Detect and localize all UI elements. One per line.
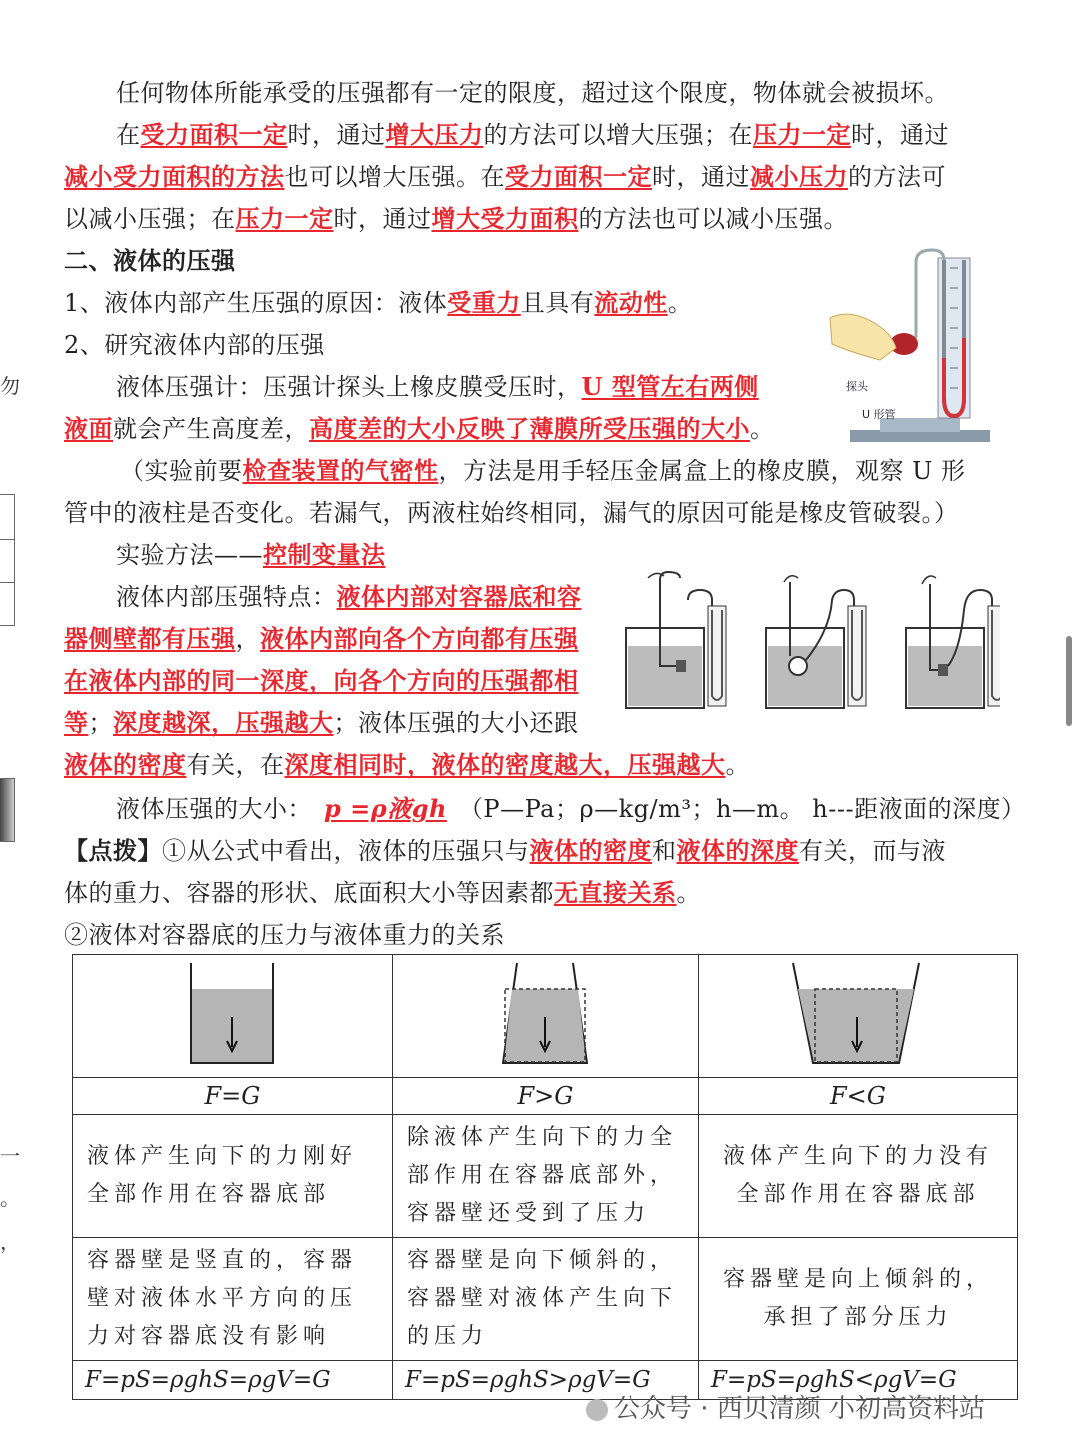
edge-dark-block [0,778,15,842]
text-line: 在受力面积一定时，通过增大压力的方法可以增大压强；在压力一定时，通过 [116,120,949,149]
pressure-comparison-table [72,954,1018,1400]
wechat-icon [586,1399,608,1421]
text-line: 减小受力面积的方法也可以增大压强。在受力面积一定时，通过减小压力的方法可 [64,162,946,191]
table-row [73,1078,1018,1115]
text-line: 管中的液柱是否变化。若漏气，两液柱始终相同，漏气的原因可能是橡皮管破裂。） [64,499,959,527]
text-line: 液面就会产生高度差，高度差的大小反映了薄膜所受压强的大小。 [64,414,775,443]
text-line: 1、液体内部产生压强的原因：液体受重力且具有流动性。 [64,288,693,317]
table-cell: 容器壁是向下倾斜的，容器壁对液体产生向下的压力 [393,1238,699,1361]
table-cell: 容器壁是竖直的，容器壁对液体水平方向的压力对容器底没有影响 [73,1238,393,1361]
text-line: ②液体对容器底的压力与液体重力的关系 [64,921,505,949]
probe-label: 探头 [846,380,868,393]
pressure-gauge-figure [820,248,1000,444]
table-row [73,1238,1018,1361]
header-cell: F>G [393,1078,699,1115]
watermark: 公众号 · 西贝清颜 小初高资料站 [586,1388,985,1425]
table-cell: 容器壁是向上倾斜的，承担了部分压力 [699,1238,1018,1361]
header-cell: F=G [73,1078,393,1115]
scrollbar[interactable] [1066,636,1072,726]
formula-cell: F=pS=ρghS>ρgV=G [393,1361,699,1400]
text-line: 器侧壁都有压强，液体内部向各个方向都有压强 [64,624,579,653]
text-line: 实验方法——控制变量法 [116,540,386,569]
container-diagram-equal [73,955,393,1078]
utube-label: U 形管 [862,408,896,421]
table-cell: 除液体产生向下的力全部作用在容器底部外，容器壁还受到了压力 [393,1115,699,1238]
text-line: 在液体内部的同一深度，向各个方向的压强都相 [64,666,579,695]
text-line: 液体的密度有关，在深度相同时，液体的密度越大，压强越大。 [64,750,750,779]
edge-fragment: ， [0,1230,20,1254]
text-line: 任何物体所能承受的压强都有一定的限度，超过这个限度，物体就会被损坏。 [116,79,949,107]
table-cell: 液体产生向下的力刚好全部作用在容器底部 [73,1115,393,1238]
text-line: 液体压强的大小： p =ρ液gh （P—Pa；ρ—kg/m³；h—m。 h---距液面的深度） [116,794,1026,823]
edge-fragment: 。 [0,1186,20,1210]
beaker-experiment-figure [620,570,1000,712]
edge-box [0,494,15,626]
formula-cell: F=pS=ρghS<ρgV=G [699,1361,1018,1400]
container-diagram-less [699,955,1018,1078]
edge-fragment: 一 [0,1144,20,1168]
text-line: 2、研究液体内部的压强 [64,331,325,359]
text-line: 体的重力、容器的形状、底面积大小等因素都无直接关系。 [64,878,701,907]
text-line: 液体压强计：压强计探头上橡皮膜受压时，U 型管左右两侧 [116,372,759,401]
container-diagram-greater [393,955,699,1078]
table-row [73,1115,1018,1238]
section-title: 二、液体的压强 [64,246,236,275]
text-line: 【点拨】①从公式中看出，液体的压强只与液体的密度和液体的深度有关，而与液 [64,836,946,865]
text-line: 液体内部压强特点：液体内部对容器底和容 [116,582,582,611]
edge-fragment: 勿 [0,374,20,398]
formula-cell: F=pS=ρghS=ρgV=G [73,1361,393,1400]
table-row [73,955,1018,1078]
table-cell: 液体产生向下的力没有全部作用在容器底部 [699,1115,1018,1238]
text-line: （实验前要检查装置的气密性，方法是用手轻压金属盒上的橡皮膜，观察 U 形 [120,456,966,485]
header-cell: F<G [699,1078,1018,1115]
text-line: 等；深度越深，压强越大；液体压强的大小还跟 [64,708,579,737]
text-line: 以减小压强；在压力一定时，通过增大受力面积的方法也可以减小压强。 [64,204,848,233]
